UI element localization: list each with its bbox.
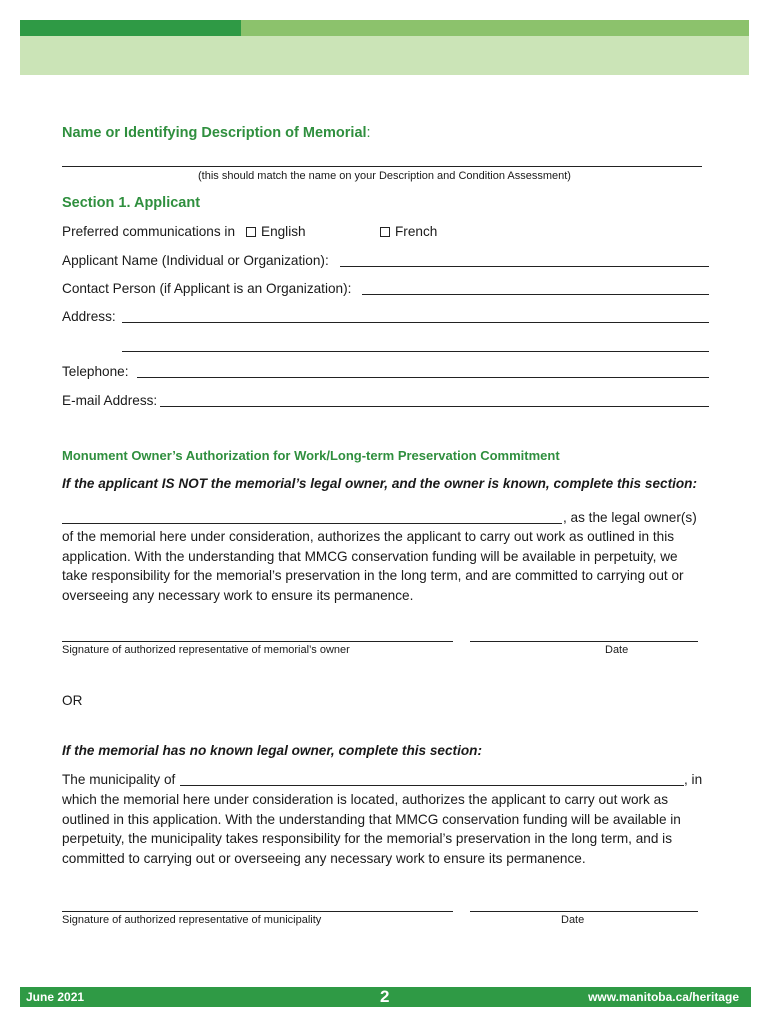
owner-suffix: , as the legal owner(s) <box>563 510 697 525</box>
footer-bar <box>20 987 751 1007</box>
email-label: E-mail Address: <box>62 393 158 408</box>
authorization-title: Monument Owner’s Authorization for Work/Long-term Preservation Commitment <box>62 448 560 463</box>
address-field-line2[interactable] <box>122 351 709 352</box>
owner-paragraph-line: overseeing any necessary work to ensure its permanence. <box>62 587 414 603</box>
section1-title: Section 1. Applicant <box>62 195 201 211</box>
applicant-name-label: Applicant Name (Individual or Organization): <box>62 253 329 268</box>
page-number: 2 <box>380 987 390 1006</box>
owner-date-label: Date <box>605 644 629 656</box>
french-option[interactable] <box>380 224 437 239</box>
municipality-paragraph-line: which the memorial here under consideration is located, authorizes the applicant to carry out work as <box>62 792 668 807</box>
municipality-signature-field[interactable] <box>62 911 453 912</box>
contact-person-field[interactable] <box>362 294 709 295</box>
english-checkbox[interactable] <box>246 227 256 237</box>
owner-signature-field[interactable] <box>62 641 453 642</box>
header-band-dark <box>20 20 241 36</box>
email-field[interactable] <box>160 406 709 407</box>
owner-paragraph-line: take responsibility for the memorial’s preservation in the long term, and are committed to carrying out or <box>62 568 684 583</box>
english-label: English <box>261 224 306 239</box>
municipality-paragraph-line: committed to carrying out or overseeing any necessary work to ensure its permanence. <box>62 850 586 866</box>
memorial-name-heading <box>62 125 371 141</box>
municipality-signature-label: Signature of authorized representative of municipality <box>62 914 322 926</box>
municipality-date-field[interactable] <box>470 911 698 912</box>
municipality-prefix: The municipality of <box>62 772 176 787</box>
municipality-suffix: , in <box>684 772 703 787</box>
preferred-communications-label: Preferred communications in <box>62 224 236 239</box>
french-checkbox[interactable] <box>380 227 390 237</box>
municipality-name-field[interactable] <box>180 785 684 786</box>
applicant-name-field[interactable] <box>340 266 709 267</box>
municipality-date-label: Date <box>561 914 585 926</box>
address-field-line1[interactable] <box>122 322 709 323</box>
address-label: Address: <box>62 309 116 324</box>
owner-name-field[interactable] <box>62 523 562 524</box>
owner-paragraph-line: application. With the understanding that MMCG conservation funding will be available in perpetuity, we <box>62 548 678 564</box>
contact-person-label: Contact Person (if Applicant is an Organization): <box>62 281 352 296</box>
owner-signature-label: Signature of authorized representative of memorial’s owner <box>62 644 350 656</box>
no-owner-instruction: If the memorial has no known legal owner, complete this section: <box>62 743 482 758</box>
owner-known-instruction: If the applicant IS NOT the memorial’s legal owner, and the owner is known, complete this section: <box>62 476 698 491</box>
municipality-paragraph-line: perpetuity, the municipality takes responsibility for the memorial’s preservation in the long term, and is <box>62 831 672 846</box>
owner-paragraph-line: of the memorial here under consideration, authorizes the applicant to carry out work as outlined in this <box>62 529 675 544</box>
header-band-light <box>20 36 749 75</box>
memorial-name-colon: : <box>366 125 371 141</box>
owner-date-field[interactable] <box>470 641 698 642</box>
header-band-mid <box>241 20 749 36</box>
footer-url[interactable]: www.manitoba.ca/heritage <box>588 990 739 1004</box>
telephone-field[interactable] <box>137 377 709 378</box>
or-label: OR <box>62 693 83 708</box>
french-label: French <box>395 224 438 239</box>
owner-authorization-paragraph <box>62 527 702 605</box>
memorial-name-field[interactable] <box>62 166 702 167</box>
english-option[interactable] <box>246 224 306 239</box>
memorial-name-label: Name or Identifying Description of Memorial <box>62 125 367 141</box>
footer-date: June 2021 <box>26 990 85 1004</box>
memorial-name-hint: (this should match the name on your Description and Condition Assessment) <box>198 170 571 182</box>
telephone-label: Telephone: <box>62 364 129 379</box>
municipality-paragraph-line: outlined in this application. With the understanding that MMCG conservation funding will be available in <box>62 811 681 827</box>
municipality-authorization-paragraph <box>62 790 702 868</box>
